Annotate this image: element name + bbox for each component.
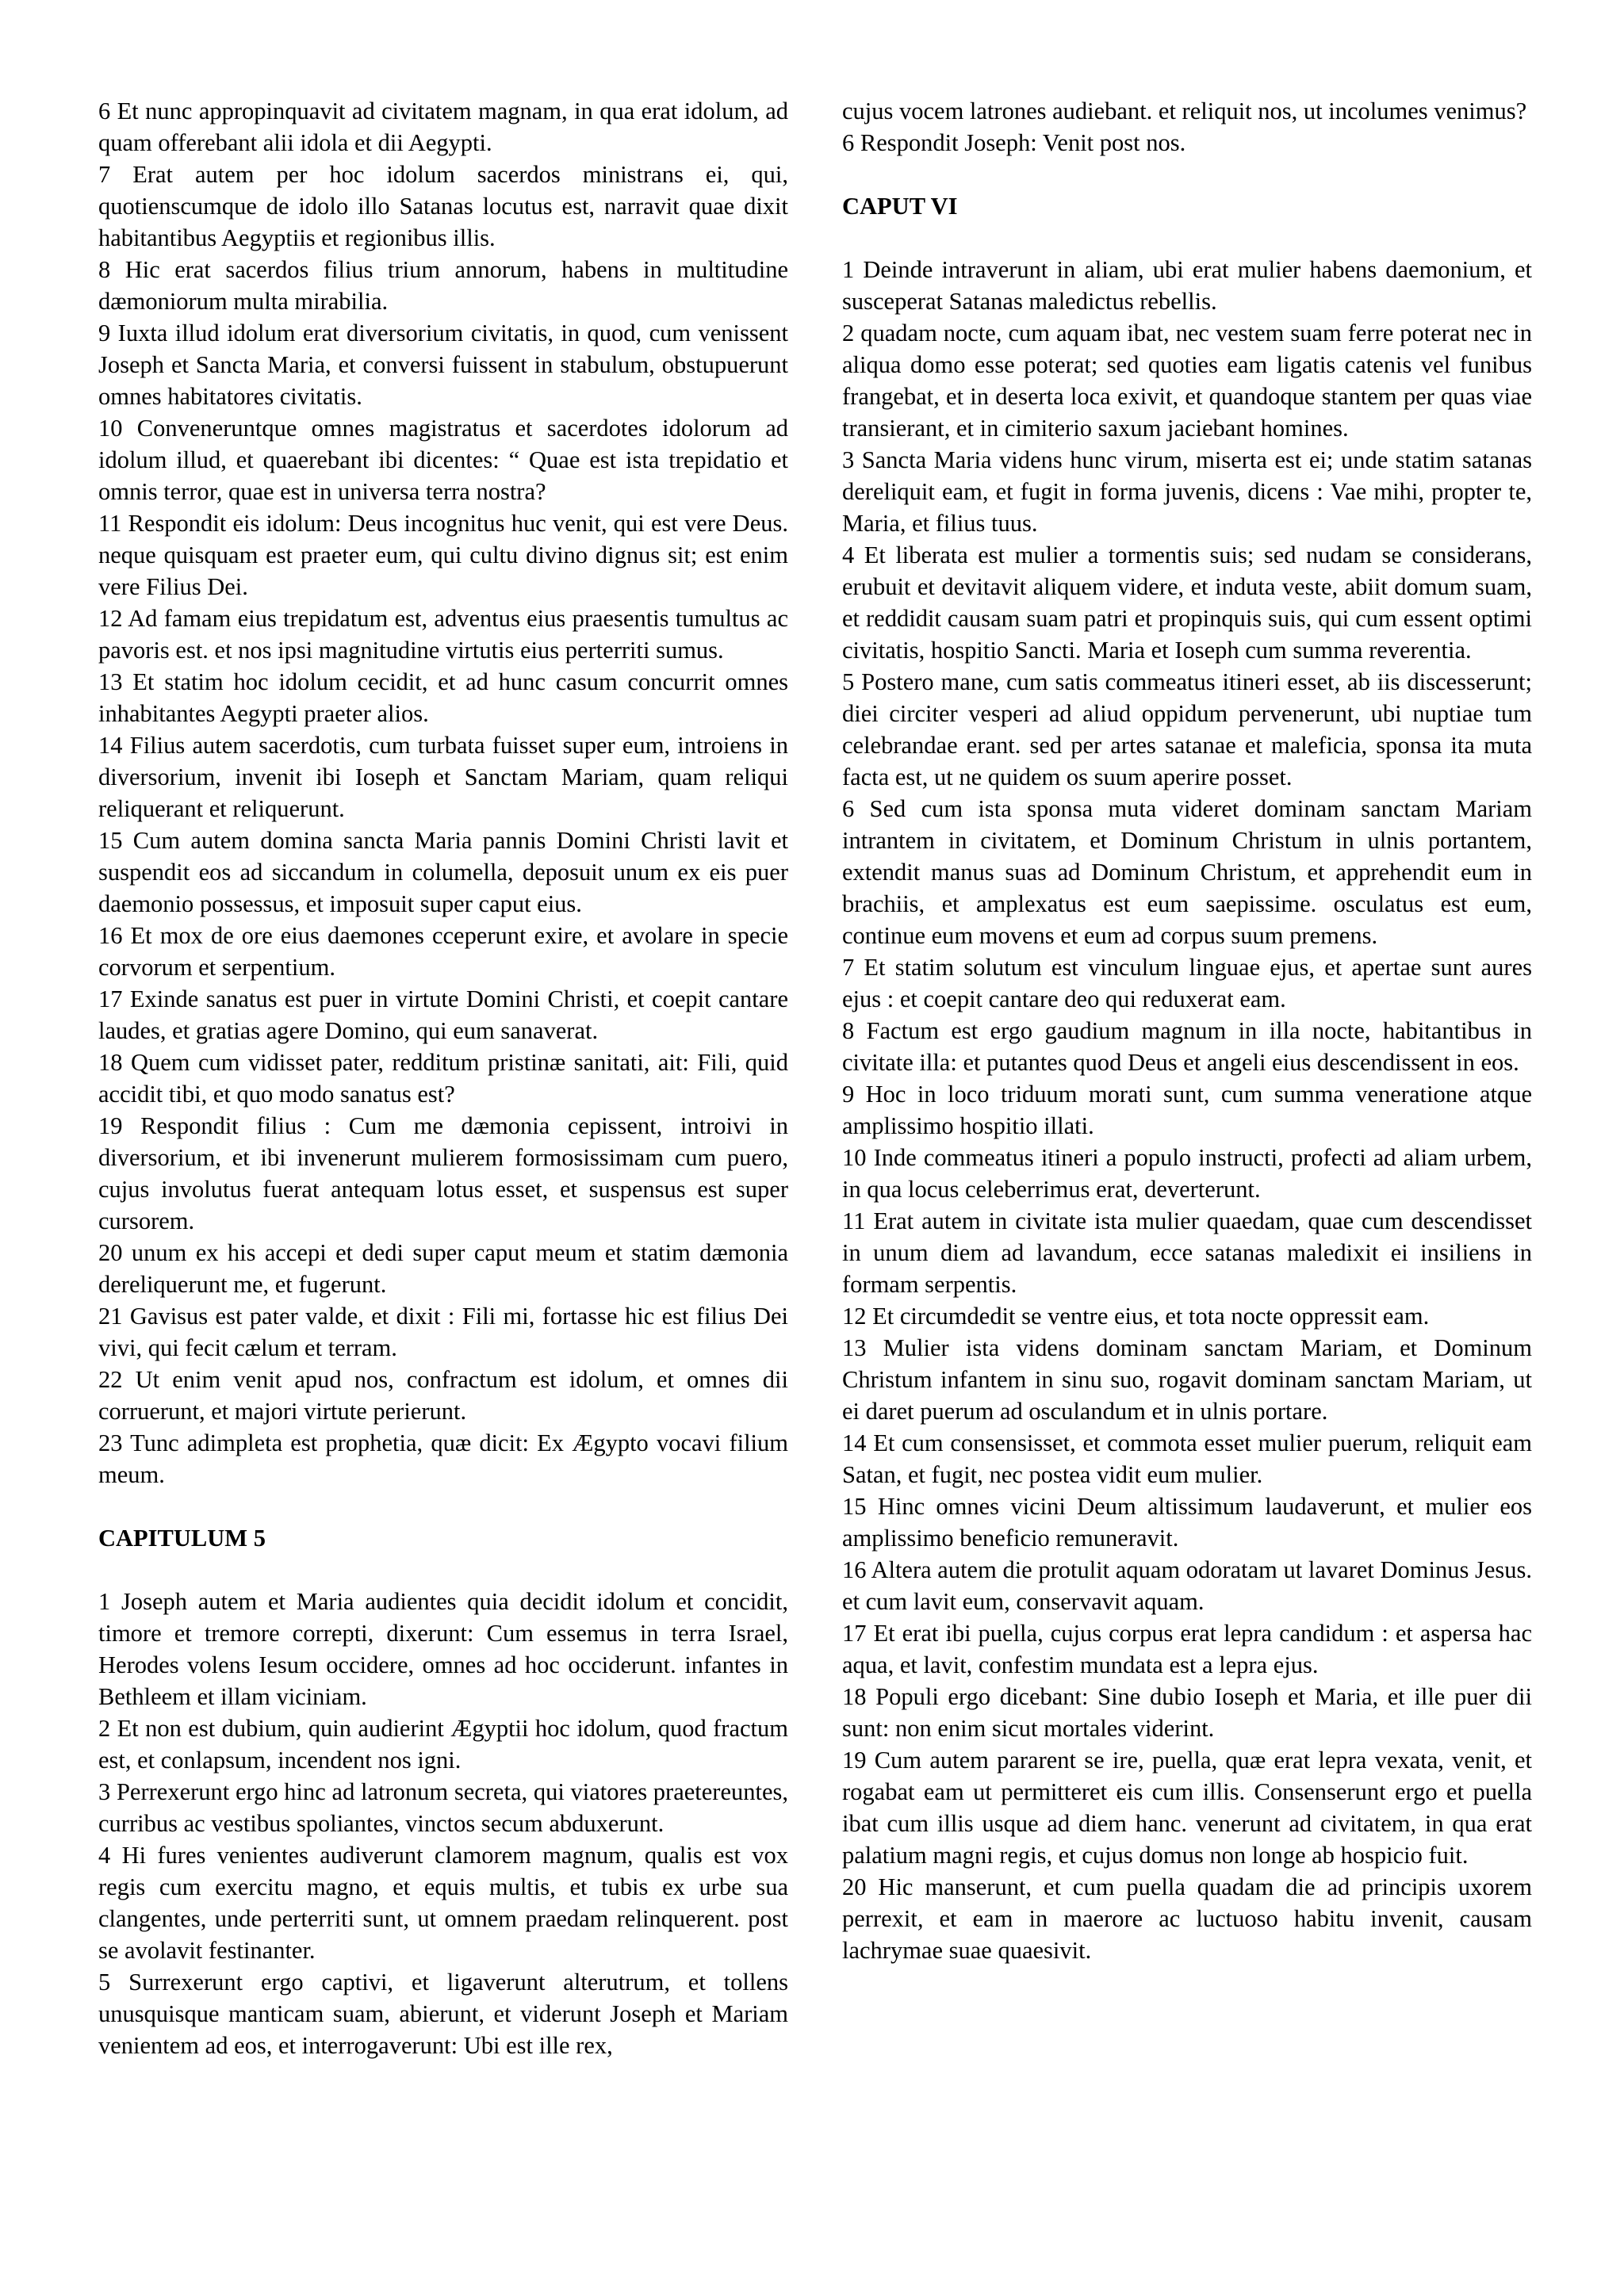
verse-paragraph: 14 Et cum consensisset, et commota esset mulier puerum, reliquit eam Satan, et fugit, nec postea vidit eum mulier.	[842, 1429, 1532, 1488]
verse-paragraph: 6 Et nunc appropinquavit ad civitatem magnam, in qua erat idolum, ad quam offerebant alii idola et dii Aegypti.	[98, 98, 788, 156]
verse-paragraph: 5 Postero mane, cum satis commeatus itineri esset, ab iis discesserunt; diei circiter vesperi ad aliud oppidum pervenerunt, ubi nuptiae tum celebrandae erant. sed per artes satanae et maleficia, sponsa ita muta facta est, ut ne quidem os suum aperire posset.	[842, 668, 1532, 790]
verse-paragraph: 7 Erat autem per hoc idolum sacerdos ministrans ei, qui, quotienscumque de idolo illo Satanas locutus est, narravit quae dixit habitantibus Aegyptiis et regionibus illis.	[98, 161, 788, 251]
verse-paragraph: 18 Quem cum vidisset pater, redditum pristinæ sanitati, ait: Fili, quid accidit tibi, et quo modo sanatus est?	[98, 1049, 788, 1108]
right-column	[842, 95, 1532, 1966]
verse-list	[98, 95, 788, 1490]
verse-paragraph: 6 Respondit Joseph: Venit post nos.	[842, 129, 1186, 156]
verse-paragraph: 16 Et mox de ore eius daemones cceperunt exire, et avolare in specie corvorum et serpentium.	[98, 922, 788, 981]
verse-paragraph: 9 Hoc in loco triduum morati sunt, cum summa veneratione atque amplissimo hospitio illati.	[842, 1081, 1532, 1139]
verse-paragraph: 13 Mulier ista videns dominam sanctam Mariam, et Dominum Christum infantem in sinu suo, rogavit dominam sanctam Mariam, ut ei daret puerum ad osculandum et in ulnis portare.	[842, 1334, 1532, 1425]
verse-list	[842, 95, 1532, 159]
verse-paragraph: 1 Joseph autem et Maria audientes quia decidit idolum et concidit, timore et tremore correpti, dixerunt: Cum essemus in terra Israel, Herodes volens Iesum occidere, omnes ad hoc occiderunt. infantes in Bethleem et illam viciniam.	[98, 1588, 788, 1710]
verse-paragraph: 18 Populi ergo dicebant: Sine dubio Ioseph et Maria, et ille puer dii sunt: non enim sicut mortales viderint.	[842, 1683, 1532, 1742]
verse-paragraph: 20 unum ex his accepi et dedi super caput meum et statim dæmonia dereliquerunt me, et fugerunt.	[98, 1239, 788, 1298]
verse-paragraph: 2 quadam nocte, cum aquam ibat, nec vestem suam ferre poterat nec in aliqua domo esse poterat; sed quoties eam ligatis catenis vel funibus frangebat, et in deserta loca exivit, et quandoque stantem per quas viae transierant, et in cimiterio saxum jaciebant homines.	[842, 320, 1532, 442]
verse-paragraph: 12 Ad famam eius trepidatum est, adventus eius praesentis tumultus ac pavoris est. et nos ipsi magnitudine virtutis eius perterriti sumus.	[98, 605, 788, 664]
verse-paragraph: 3 Perrexerunt ergo hinc ad latronum secreta, qui viatores praetereuntes, curribus ac vestibus spoliantes, vinctos secum abduxerunt.	[98, 1778, 788, 1837]
verse-paragraph: 22 Ut enim venit apud nos, confractum est idolum, et omnes dii corruerunt, et majori virtute perierunt.	[98, 1366, 788, 1425]
verse-list	[842, 254, 1532, 1966]
verse-paragraph: cujus vocem latrones audiebant. et reliquit nos, ut incolumes venimus?	[842, 98, 1527, 124]
verse-paragraph: 5 Surrexerunt ergo captivi, et ligaverunt alterutrum, et tollens unusquisque manticam suam, abierunt, et viderunt Joseph et Mariam venientem ad eos, et interrogaverunt: Ubi est ille rex,	[98, 1969, 788, 2059]
verse-paragraph: 17 Et erat ibi puella, cujus corpus erat lepra candidum : et aspersa hac aqua, et lavit, confestim mundata est a lepra ejus.	[842, 1620, 1532, 1678]
verse-paragraph: 23 Tunc adimpleta est prophetia, quæ dicit: Ex Ægypto vocavi filium meum.	[98, 1429, 788, 1488]
verse-paragraph: 12 Et circumdedit se ventre eius, et tota nocte oppressit eam.	[842, 1303, 1430, 1330]
verse-paragraph: 10 Inde commeatus itineri a populo instructi, profecti ad aliam urbem, in qua locus celeberrimus erat, deverterunt.	[842, 1144, 1532, 1203]
verse-paragraph: 4 Et liberata est mulier a tormentis suis; sed nudam se considerans, erubuit et devitavit aliquem videre, et induta veste, abiit domum suam, et reddidit causam suam patri et propinquis suis, qui cum essent optimi civitatis, hospitio Sancti. Maria et Ioseph cum summa reverentia.	[842, 541, 1532, 664]
verse-paragraph: 14 Filius autem sacerdotis, cum turbata fuisset super eum, introiens in diversorium, invenit ibi Ioseph et Sanctam Mariam, quam reliqui reliquerant et reliquerunt.	[98, 732, 788, 822]
verse-paragraph: 11 Erat autem in civitate ista mulier quaedam, quae cum descendisset in unum diem ad lavandum, ecce satanas maledixit ei insiliens in formam serpentis.	[842, 1207, 1532, 1298]
verse-paragraph: 7 Et statim solutum est vinculum linguae ejus, et apertae sunt aures ejus : et coepit cantare deo qui reduxerat eam.	[842, 954, 1532, 1012]
chapter-heading: CAPUT VI	[842, 193, 958, 220]
verse-paragraph: 8 Factum est ergo gaudium magnum in illa nocte, habitantibus in civitate illa: et putantes quod Deus et angeli eius descendissent in eos.	[842, 1017, 1532, 1076]
verse-paragraph: 17 Exinde sanatus est puer in virtute Domini Christi, et coepit cantare laudes, et gratias agere Domino, qui eum sanaverat.	[98, 985, 788, 1044]
left-column	[98, 95, 788, 2061]
verse-paragraph: 20 Hic manserunt, et cum puella quadam die ad principis uxorem perrexit, et eam in maerore ac luctuoso habitu invenit, causam lachrymae suae quaesivit.	[842, 1873, 1532, 1964]
verse-paragraph: 15 Hinc omnes vicini Deum altissimum laudaverunt, et mulier eos amplissimo beneficio remuneravit.	[842, 1493, 1532, 1552]
chapter-heading: CAPITULUM 5	[98, 1525, 266, 1552]
verse-paragraph: 8 Hic erat sacerdos filius trium annorum, habens in multitudine dæmoniorum multa mirabilia.	[98, 256, 788, 315]
verse-paragraph: 16 Altera autem die protulit aquam odoratam ut lavaret Dominus Jesus. et cum lavit eum, conservavit aquam.	[842, 1556, 1532, 1615]
verse-paragraph: 21 Gavisus est pater valde, et dixit : Fili mi, fortasse hic est filius Dei vivi, qui fecit cælum et terram.	[98, 1303, 788, 1361]
verse-paragraph: 9 Iuxta illud idolum erat diversorium civitatis, in quod, cum venissent Joseph et Sancta Maria, et conversi fuissent in stabulum, obstupuerunt omnes habitatores civitatis.	[98, 320, 788, 410]
verse-paragraph: 15 Cum autem domina sancta Maria pannis Domini Christi lavit et suspendit eos ad siccandum in columella, deposuit unum ex eis puer daemonio possessus, et imposuit super caput eius.	[98, 827, 788, 917]
verse-paragraph: 2 Et non est dubium, quin audierint Ægyptii hoc idolum, quod fractum est, et conlapsum, incendent nos igni.	[98, 1715, 788, 1774]
verse-paragraph: 10 Conveneruntque omnes magistratus et sacerdotes idolorum ad idolum illud, et quaerebant ibi dicentes: “ Quae est ista trepidatio et omnis terror, quae est in universa terra nostra?	[98, 415, 788, 505]
verse-paragraph: 1 Deinde intraverunt in aliam, ubi erat mulier habens daemonium, et susceperat Satanas maledictus rebellis.	[842, 256, 1532, 315]
verse-list	[98, 1586, 788, 2061]
verse-paragraph: 11 Respondit eis idolum: Deus incognitus huc venit, qui est vere Deus. neque quisquam est praeter eum, qui cultu divino dignus sit; est enim vere Filius Dei.	[98, 510, 788, 600]
verse-paragraph: 4 Hi fures venientes audiverunt clamorem magnum, qualis est vox regis cum exercitu magno, et equis multis, et tubis ex urbe sua clangentes, unde perterriti sunt, ut omnem praedam relinquerent. post se avolavit festinanter.	[98, 1842, 788, 1964]
verse-paragraph: 19 Cum autem pararent se ire, puella, quæ erat lepra vexata, venit, et rogabat eam ut permitteret eis cum illis. Consenserunt ergo et puella ibat cum illis usque ad diem hanc. venerunt ad civitatem, in qua erat palatium magni regis, et cujus domus non longe ab hospicio fuit.	[842, 1747, 1532, 1869]
verse-paragraph: 19 Respondit filius : Cum me dæmonia cepissent, introivi in diversorium, et ibi invenerunt mulierem formosissimam cum puero, cujus involutus fuerat antequam lotus esset, et suspensus est super cursorem.	[98, 1112, 788, 1234]
verse-paragraph: 6 Sed cum ista sponsa muta videret dominam sanctam Mariam intrantem in civitatem, et Dominum Christum in ulnis portantem, extendit manus suas ad Dominum Christum, et apprehendit eum in brachiis, et amplexatus est eum saepissime. osculatus est eum, continue eum movens et eum ad corpus suum premens.	[842, 795, 1532, 949]
verse-paragraph: 13 Et statim hoc idolum cecidit, et ad hunc casum concurrit omnes inhabitantes Aegypti praeter alios.	[98, 668, 788, 727]
verse-paragraph: 3 Sancta Maria videns hunc virum, miserta est ei; unde statim satanas dereliquit eam, et fugit in forma juvenis, dicens : Vae mihi, propter te, Maria, et filius tuus.	[842, 446, 1532, 537]
